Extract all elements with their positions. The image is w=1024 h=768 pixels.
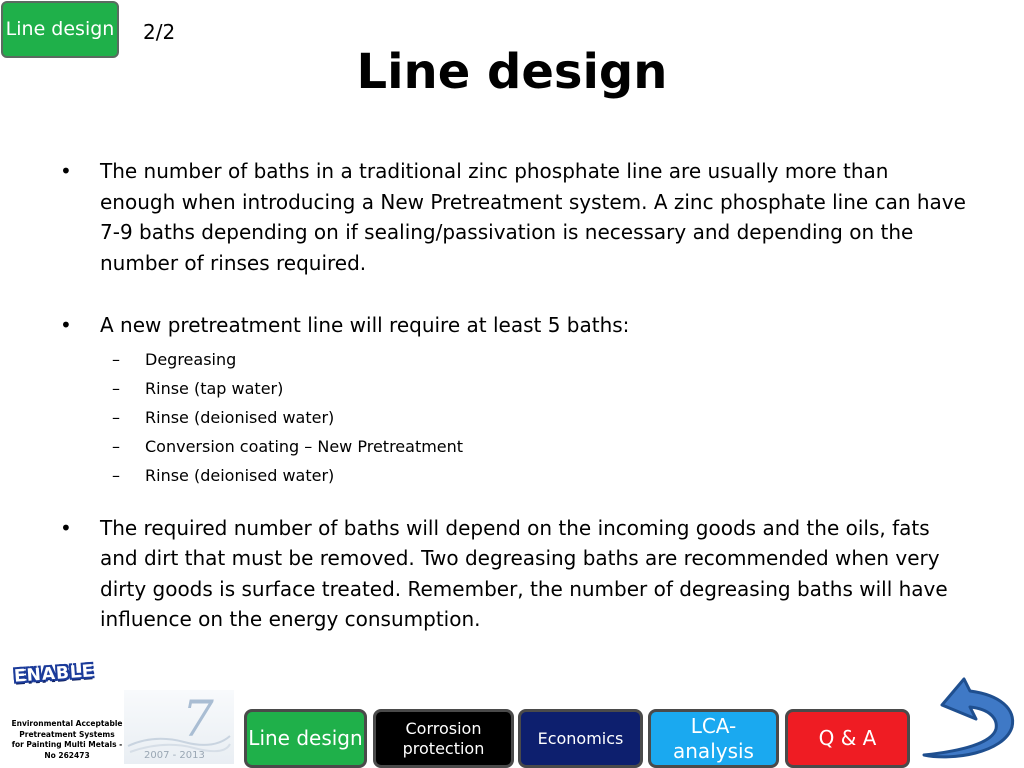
fp7-logo-icon: [124, 690, 234, 764]
bullet-text: A new pretreatment line will require at least 5 baths:: [100, 313, 630, 337]
back-arrow-icon[interactable]: [912, 675, 1020, 765]
project-line: for Painting Multi Metals -: [11, 740, 123, 749]
sub-bullet-item: [60, 374, 970, 403]
fp7-years: 2007 - 2013: [144, 750, 205, 761]
section-tag-button[interactable]: Line design: [1, 1, 119, 58]
sub-bullet-marker: –: [112, 349, 120, 369]
sub-bullet-text: Conversion coating – New Pretreatment: [145, 436, 464, 456]
nav-qa-button[interactable]: Q & A: [785, 709, 910, 768]
bullet-text: The number of baths in a traditional zinc phosphate line are usually more than enough when introducing a New Pretreatment system. A zinc phosphate line can have 7-9 baths depending on if sealing/passivation is necessary and depending on the number of rinses required.: [100, 159, 966, 275]
sub-bullet-text: Degreasing: [145, 349, 237, 369]
sub-bullet-marker: –: [112, 378, 120, 398]
nav-lca-analysis-button[interactable]: LCA-analysis: [648, 709, 779, 768]
sub-bullet-marker: –: [112, 465, 120, 485]
slide-content: [60, 156, 970, 635]
sub-bullet-text: Rinse (tap water): [145, 378, 284, 398]
fp7-numeral: 7: [182, 690, 214, 748]
nav-line-design-button[interactable]: Line design: [244, 709, 367, 768]
sub-bullet-item: [60, 345, 970, 374]
bullet-marker: •: [60, 159, 72, 183]
project-line: No 262473: [44, 750, 90, 760]
sub-bullet-marker: –: [112, 436, 120, 456]
project-description: [4, 719, 130, 761]
bullet-item: [60, 156, 970, 278]
page-title: Line design: [356, 44, 668, 100]
page-number: 2/2: [143, 20, 176, 44]
project-line: Pretreatment Systems: [19, 729, 115, 739]
sub-bullet-item: [60, 432, 970, 461]
enable-logo: ENABLE: [13, 661, 96, 687]
project-line: Environmental Acceptable: [11, 719, 123, 728]
bullet-item: [60, 310, 970, 341]
nav-economics-button[interactable]: Economics: [518, 709, 643, 768]
bullet-text: The required number of baths will depend on the incoming goods and the oils, fats and dirt that must be removed. Two degreasing baths are recommended when very dirty goods is surface treated. Remember, the number of degreasing baths will have influence on the energy consumption.: [100, 515, 948, 631]
bullet-marker: •: [60, 515, 72, 540]
sub-bullet-item: [60, 403, 970, 432]
nav-corrosion-protection-button[interactable]: Corrosion protection: [373, 709, 514, 768]
bullet-item: [60, 513, 970, 635]
sub-bullet-item: [60, 461, 970, 490]
sub-bullet-marker: –: [112, 407, 120, 427]
sub-bullet-text: Rinse (deionised water): [145, 407, 335, 427]
sub-bullet-text: Rinse (deionised water): [145, 465, 335, 485]
bullet-marker: •: [60, 313, 72, 337]
